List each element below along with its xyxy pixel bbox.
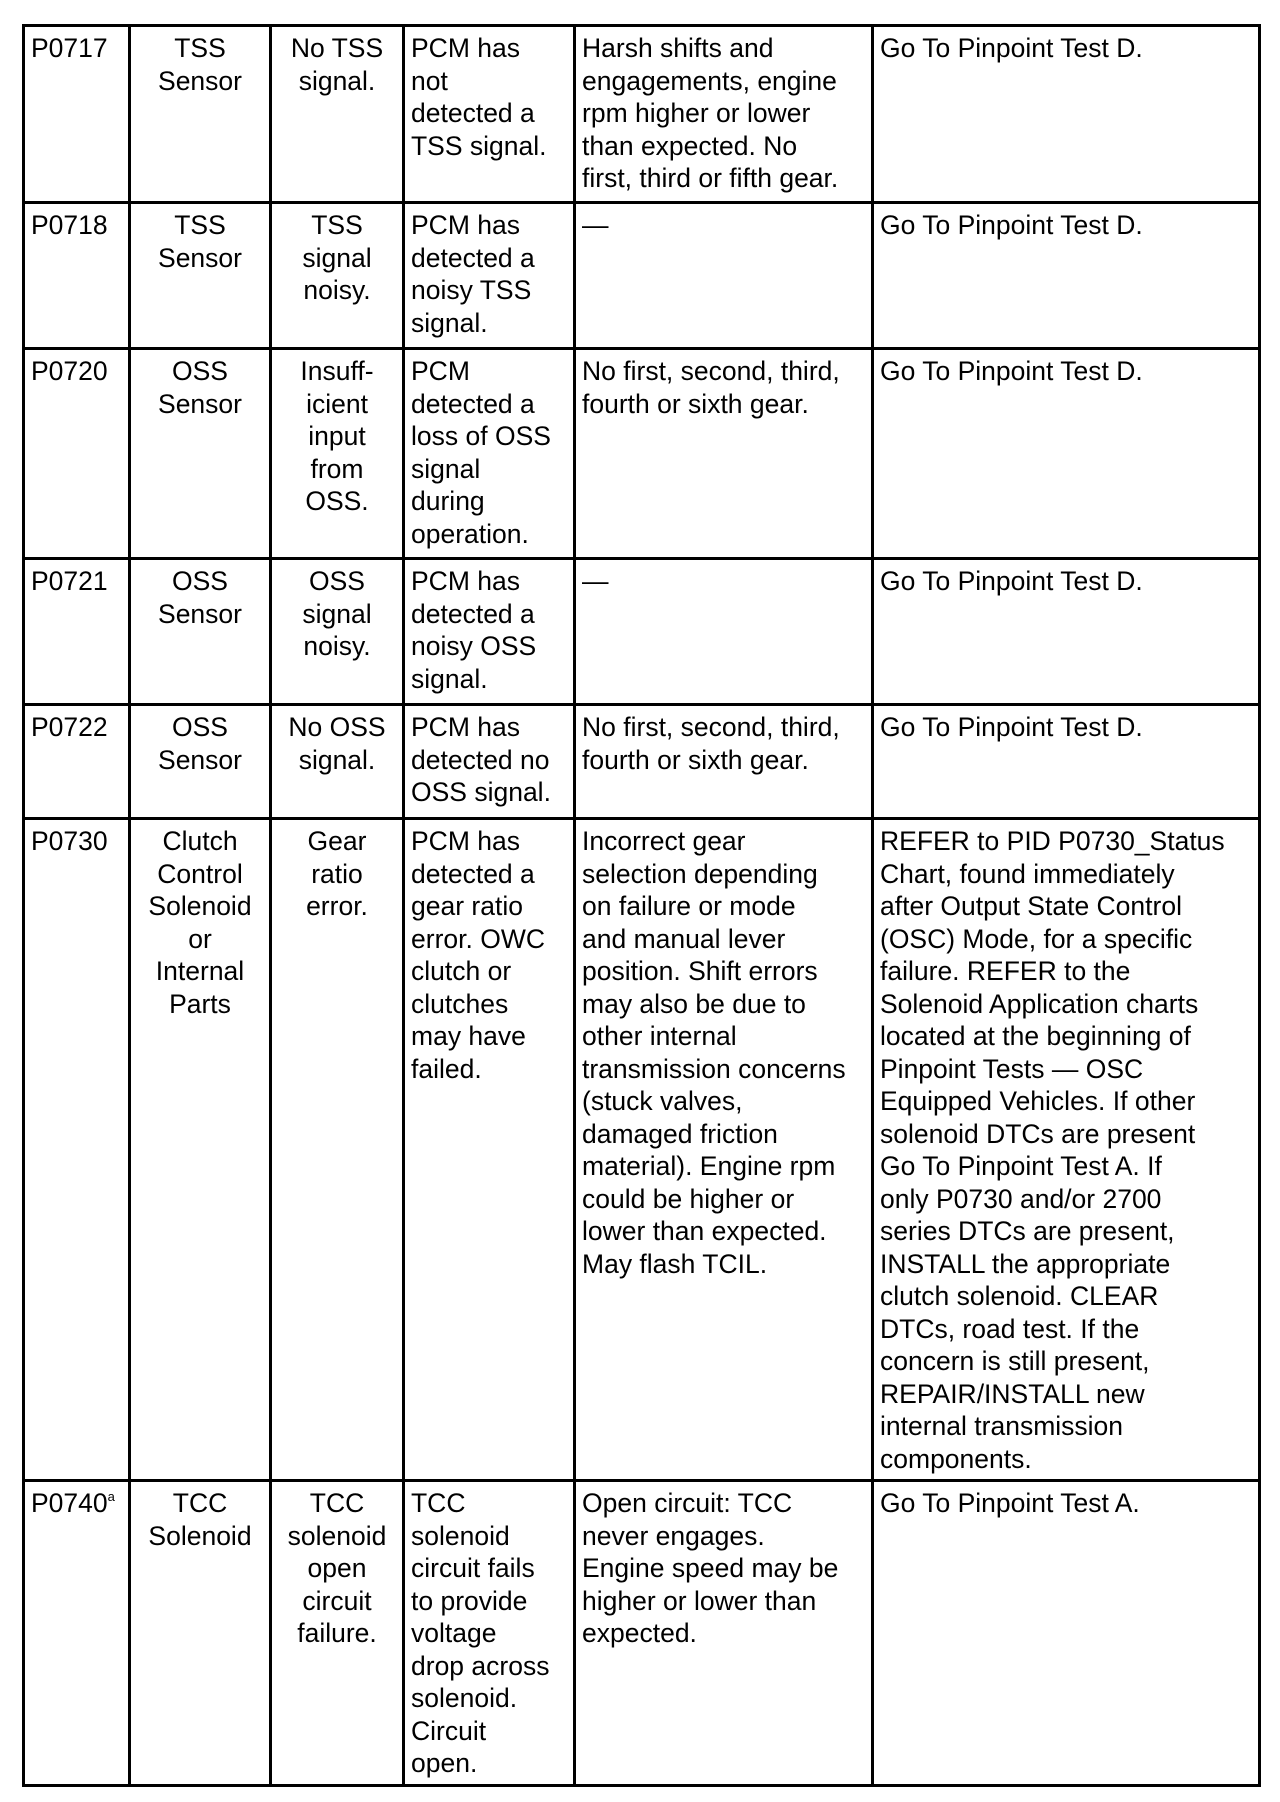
description-cell [271, 819, 404, 1481]
component-text [137, 711, 263, 776]
cell-line: detected a [411, 858, 535, 889]
symptoms-cell [575, 1481, 873, 1786]
cell-line: PCM has [411, 566, 520, 596]
cell-line: Clutch [162, 826, 238, 856]
cell-line: May flash TCIL. [582, 1248, 768, 1279]
cell-line: signal. [298, 65, 376, 96]
cell-line: TSS [174, 210, 226, 240]
component-cell [130, 559, 271, 705]
cell-line: Harsh shifts and [582, 33, 774, 63]
cell-line: Solenoid Application charts [880, 988, 1199, 1019]
cell-line: PCM has [411, 712, 520, 742]
symptoms-cell [575, 559, 873, 705]
action-text [880, 209, 1252, 242]
footnote-marker: a [107, 1489, 115, 1504]
symptoms-text [582, 209, 865, 242]
condition-text [411, 209, 567, 339]
cell-line: TCC [411, 1488, 466, 1518]
action-cell [873, 819, 1260, 1481]
cell-line: Solenoid [148, 891, 252, 921]
page [22, 24, 1258, 1787]
cell-line: components. [880, 1443, 1032, 1474]
cell-line: clutches [411, 988, 509, 1019]
action-cell [873, 1481, 1260, 1786]
component-text [137, 1487, 263, 1552]
cell-line: rpm higher or lower [582, 98, 811, 128]
cell-line: Engine speed may be [582, 1553, 839, 1583]
cell-line: noisy OSS [411, 631, 537, 661]
cell-line: other internal [582, 1021, 737, 1051]
cell-line: drop across [411, 1650, 550, 1681]
component-cell [130, 26, 271, 203]
action-text [880, 825, 1252, 1475]
condition-text [411, 825, 567, 1085]
symptoms-text [582, 32, 865, 195]
description-text [278, 209, 396, 307]
cell-line: Chart, found immediately [880, 858, 1175, 889]
cell-line: material). Engine rpm [582, 1151, 836, 1181]
cell-line: signal [302, 242, 372, 273]
cell-line: OSS [172, 566, 228, 596]
component-cell [130, 1481, 271, 1786]
cell-line: clutch solenoid. CLEAR [880, 1281, 1159, 1311]
description-cell [271, 705, 404, 819]
cell-line: signal [302, 598, 372, 629]
table-row [24, 203, 1260, 349]
cell-line: solenoid [287, 1520, 387, 1551]
description-text [278, 355, 396, 518]
cell-line: higher or lower than [582, 1585, 817, 1616]
cell-line: Sensor [158, 65, 242, 96]
symptoms-text [582, 825, 865, 1280]
action-cell [873, 26, 1260, 203]
cell-line: noisy. [303, 275, 371, 305]
component-text [137, 565, 263, 630]
cell-line: not [411, 65, 448, 96]
cell-line: selection depending [582, 858, 818, 889]
dtc-code: P0720 [31, 356, 108, 386]
description-cell [271, 203, 404, 349]
cell-line: during [411, 486, 485, 516]
condition-cell [404, 1481, 575, 1786]
condition-cell [404, 349, 575, 559]
dtc-code: P0718 [31, 210, 108, 240]
cell-line: fourth or sixth gear. [582, 744, 809, 775]
condition-cell [404, 559, 575, 705]
description-text [278, 32, 396, 97]
cell-line: INSTALL the appropriate [880, 1248, 1171, 1279]
cell-line: solenoid. [411, 1683, 518, 1713]
dtc-code-cell [24, 819, 130, 1481]
cell-line: Insuff- [300, 356, 374, 386]
component-cell [130, 203, 271, 349]
dtc-code-cell [24, 559, 130, 705]
description-text [278, 1487, 396, 1650]
component-text [137, 355, 263, 420]
cell-line: detected a [411, 388, 535, 419]
cell-line: TSS [174, 33, 226, 63]
cell-line: may also be due to [582, 988, 806, 1019]
condition-text [411, 711, 567, 809]
symptoms-cell [575, 203, 873, 349]
cell-line: series DTCs are present, [880, 1216, 1175, 1246]
cell-line: OSS signal. [411, 777, 551, 807]
cell-line: and manual lever [582, 923, 786, 954]
cell-line: REFER to PID P0730_Status [880, 826, 1225, 856]
condition-text [411, 565, 567, 695]
cell-line: signal [411, 453, 481, 484]
cell-line: No OSS [288, 712, 386, 742]
condition-cell [404, 705, 575, 819]
cell-line: signal. [411, 663, 488, 694]
cell-line: Control [157, 858, 243, 889]
cell-line: circuit [302, 1585, 372, 1616]
cell-line: PCM has [411, 33, 520, 63]
description-cell [271, 1481, 404, 1786]
component-text [137, 32, 263, 97]
cell-line: first, third or fifth gear. [582, 163, 839, 193]
cell-line: No TSS [290, 33, 384, 63]
cell-line: failed. [411, 1053, 482, 1084]
cell-line: (stuck valves, [582, 1086, 743, 1116]
cell-line: internal transmission [880, 1411, 1124, 1441]
cell-line: Gear [307, 826, 367, 856]
condition-cell [404, 819, 575, 1481]
cell-line: located at the beginning of [880, 1021, 1191, 1051]
cell-line: Sensor [158, 744, 242, 775]
cell-line: icient [306, 388, 368, 419]
cell-line: OSS [172, 356, 228, 386]
cell-line: Go To Pinpoint Test D. [880, 33, 1143, 63]
cell-line: Internal [155, 956, 245, 986]
cell-line: noisy. [303, 631, 371, 661]
condition-text [411, 355, 567, 550]
cell-line: solenoid [411, 1520, 510, 1551]
cell-line: TSS signal. [411, 130, 547, 161]
cell-line: signal. [411, 307, 488, 338]
symptoms-cell [575, 26, 873, 203]
cell-line: Incorrect gear [582, 826, 746, 856]
cell-line: Sensor [158, 242, 242, 273]
cell-line: detected a [411, 98, 535, 128]
description-text [278, 565, 396, 663]
component-cell [130, 349, 271, 559]
cell-line: PCM [411, 356, 470, 386]
cell-line: after Output State Control [880, 891, 1182, 921]
table-row [24, 819, 1260, 1481]
cell-line: open [307, 1553, 367, 1583]
cell-line: fourth or sixth gear. [582, 388, 809, 419]
action-text [880, 565, 1252, 598]
cell-line: failure. [297, 1618, 377, 1648]
cell-line: OSS [172, 712, 228, 742]
dtc-code-cell [24, 705, 130, 819]
action-text [880, 1487, 1252, 1520]
cell-line: voltage [411, 1618, 497, 1648]
cell-line: engagements, engine [582, 65, 837, 96]
condition-text [411, 32, 567, 162]
action-cell [873, 705, 1260, 819]
condition-cell [404, 26, 575, 203]
description-cell [271, 559, 404, 705]
cell-line: TCC [309, 1488, 365, 1518]
dtc-code: P0721 [31, 566, 108, 596]
cell-line: OSS [309, 566, 365, 596]
cell-line: No first, second, third, [582, 356, 840, 386]
dtc-table-body [24, 26, 1260, 1786]
description-cell [271, 26, 404, 203]
cell-line: detected no [411, 744, 550, 775]
table-row [24, 26, 1260, 203]
cell-line: gear ratio [411, 891, 523, 921]
cell-line: detected a [411, 598, 535, 629]
table-row [24, 349, 1260, 559]
cell-line: TSS [311, 210, 363, 240]
action-text [880, 711, 1252, 744]
cell-line: OSS. [305, 486, 369, 516]
cell-line: transmission concerns [582, 1053, 846, 1084]
cell-line: PCM has [411, 210, 520, 240]
cell-line: Go To Pinpoint Test A. If [880, 1151, 1162, 1181]
cell-line: solenoid DTCs are present [880, 1118, 1196, 1149]
cell-line: (OSC) Mode, for a specific [880, 923, 1193, 954]
action-cell [873, 203, 1260, 349]
component-text [137, 209, 263, 274]
cell-line: No first, second, third, [582, 712, 840, 742]
action-text [880, 32, 1252, 65]
cell-line: — [582, 210, 609, 240]
cell-line: expected. [582, 1618, 697, 1648]
cell-line: Go To Pinpoint Test D. [880, 712, 1143, 742]
symptoms-text [582, 711, 865, 776]
action-text [880, 355, 1252, 388]
cell-line: — [582, 566, 609, 596]
table-row [24, 559, 1260, 705]
dtc-code: P0717 [31, 33, 108, 63]
cell-line: Go To Pinpoint Test D. [880, 356, 1143, 386]
description-text [278, 711, 396, 776]
table-row [24, 705, 1260, 819]
cell-line: Circuit [411, 1715, 487, 1746]
cell-line: TCC [172, 1488, 228, 1518]
cell-line: detected a [411, 242, 535, 273]
cell-line: on failure or mode [582, 891, 796, 921]
cell-line: Sensor [158, 598, 242, 629]
symptoms-text [582, 565, 865, 598]
cell-line: noisy TSS [411, 275, 532, 305]
symptoms-cell [575, 819, 873, 1481]
cell-line: clutch or [411, 956, 512, 986]
cell-line: than expected. No [582, 130, 798, 161]
dtc-code-cell [24, 203, 130, 349]
cell-line: Equipped Vehicles. If other [880, 1086, 1196, 1116]
cell-line: Go To Pinpoint Test D. [880, 210, 1143, 240]
cell-line: Go To Pinpoint Test A. [880, 1488, 1140, 1518]
cell-line: operation. [411, 518, 529, 549]
cell-line: Sensor [158, 388, 242, 419]
cell-line: never engages. [582, 1520, 765, 1551]
description-cell [271, 349, 404, 559]
cell-line: Pinpoint Tests — OSC [880, 1053, 1144, 1084]
table-row [24, 1481, 1260, 1786]
cell-line: error. [306, 891, 368, 921]
dtc-code-cell [24, 1481, 130, 1786]
cell-line: DTCs, road test. If the [880, 1313, 1140, 1344]
dtc-code: P0722 [31, 712, 108, 742]
cell-line: signal. [298, 744, 376, 775]
cell-line: input [308, 421, 366, 451]
cell-line: failure. REFER to the [880, 956, 1131, 986]
dtc-code-cell [24, 349, 130, 559]
dtc-code: P0730 [31, 826, 108, 856]
dtc-table [22, 24, 1261, 1787]
condition-text [411, 1487, 567, 1780]
description-text [278, 825, 396, 923]
cell-line: lower than expected. [582, 1216, 827, 1246]
cell-line: REPAIR/INSTALL new [880, 1378, 1145, 1409]
cell-line: may have [411, 1021, 526, 1051]
dtc-code: P0740 [31, 1488, 108, 1518]
cell-line: Go To Pinpoint Test D. [880, 566, 1143, 596]
cell-line: could be higher or [582, 1183, 795, 1214]
component-cell [130, 819, 271, 1481]
action-cell [873, 349, 1260, 559]
symptoms-cell [575, 705, 873, 819]
cell-line: only P0730 and/or 2700 [880, 1183, 1162, 1214]
cell-line: Solenoid [148, 1520, 252, 1551]
cell-line: circuit fails [411, 1553, 535, 1583]
cell-line: PCM has [411, 826, 520, 856]
cell-line: from [310, 453, 364, 484]
cell-line: position. Shift errors [582, 956, 818, 986]
cell-line: to provide [411, 1585, 528, 1616]
symptoms-text [582, 355, 865, 420]
cell-line: damaged friction [582, 1118, 778, 1149]
cell-line: Parts [169, 988, 231, 1019]
component-text [137, 825, 263, 1020]
component-cell [130, 705, 271, 819]
cell-line: open. [411, 1748, 478, 1778]
symptoms-cell [575, 349, 873, 559]
dtc-code-cell [24, 26, 130, 203]
cell-line: ratio [311, 858, 363, 889]
cell-line: or [188, 923, 212, 954]
condition-cell [404, 203, 575, 349]
cell-line: loss of OSS [411, 421, 551, 451]
action-cell [873, 559, 1260, 705]
cell-line: concern is still present, [880, 1346, 1150, 1376]
cell-line: Open circuit: TCC [582, 1488, 793, 1518]
cell-line: error. OWC [411, 923, 545, 954]
symptoms-text [582, 1487, 865, 1650]
